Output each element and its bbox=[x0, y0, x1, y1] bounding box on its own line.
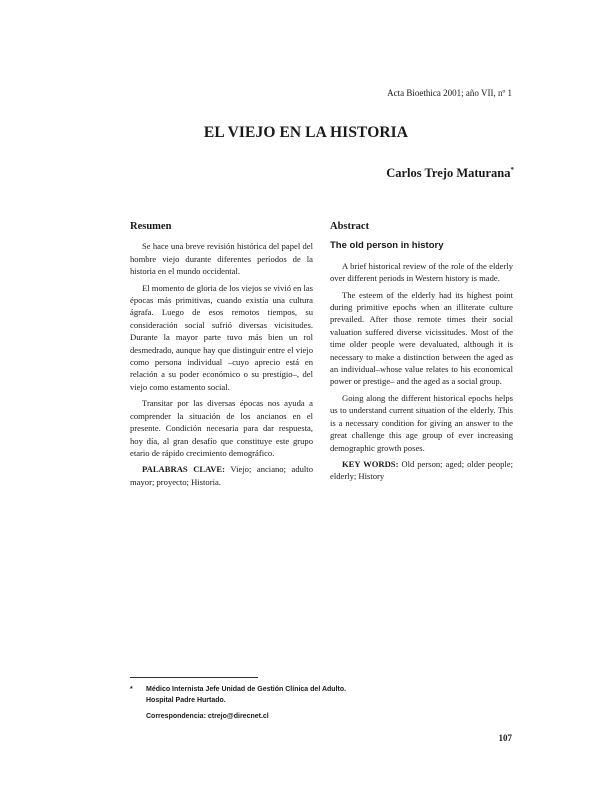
footnote-correspondence: Correspondencia: ctrejo@direcnet.cl bbox=[146, 713, 269, 720]
footnote-affiliation: Médico Internista Jefe Unidad de Gestión Clínica del Adulto. Hospital Padre Hurtado. bbox=[146, 686, 347, 704]
resumen-keywords-text: Viejo; anciano; adulto mayor; proyecto; Historia. bbox=[130, 464, 313, 487]
article-title: EL VIEJO EN LA HISTORIA bbox=[203, 124, 409, 141]
author-name-text: Carlos Trejo Maturana bbox=[386, 166, 511, 181]
footnote-mark: * bbox=[130, 686, 133, 693]
resumen-keywords bbox=[130, 463, 313, 488]
resumen-paragraph: Se hace una breve revisión histórica del papel del hombre viejo durante diferentes períodos de la historia en el mundo occidental. bbox=[130, 241, 313, 277]
abstract-paragraph: A brief historical review of the role of the elderly over different periods in Western history is made. bbox=[330, 260, 513, 284]
abstract-heading: Abstract bbox=[330, 221, 370, 232]
footnote bbox=[130, 684, 350, 722]
resumen-column bbox=[130, 221, 313, 492]
abstract-keywords bbox=[330, 458, 513, 483]
abstract-keywords-label: KEY WORDS: bbox=[342, 458, 399, 469]
abstract-subtitle: The old person in history bbox=[330, 240, 444, 252]
resumen-paragraph: Transitar por las diversas épocas nos ayuda a comprender la situación de los ancianos en el presente. Condición necesaria para dar respuesta, hoy día, al gran desafío que constituye este grupo etario de rápido crecimiento demográfico. bbox=[130, 398, 313, 458]
page-number: 107 bbox=[498, 733, 512, 743]
journal-citation: Acta Bioethica 2001; año VII, nº 1 bbox=[387, 88, 512, 98]
author-footnote-mark: * bbox=[510, 166, 514, 174]
abstract-keywords-text: Old person; aged; older people; elderly; History bbox=[330, 458, 513, 482]
footnote-divider bbox=[130, 677, 258, 678]
abstract-column bbox=[330, 221, 513, 487]
abstract-paragraph: Going along the different historical epochs helps us to understand current situation of the elderly. This is a necessary condition for giving an answer to the great challenge this age group of ever increasing demographic growth poses. bbox=[330, 392, 513, 453]
abstract-paragraph: The esteem of the elderly had its highest point during primitive epochs when an illiterate culture prevailed. After those remote times their social valuation suffered diverse vicissitudes. Most of the time older people were devaluated, although it is necessary to make a distinction between the aged as an individual–whose value relates to his economical power or prestige– and the aged as a social group. bbox=[330, 289, 513, 387]
resumen-paragraph: El momento de gloria de los viejos se vivió en las épocas más primitivas, cuando existía una cultura ágrafa. Luego de esos remotos tiempos, su consideración social sufrió diversas vicisitudes. Durante la mayor parte tuvo más bien un rol desmedrado, aunque hay que distinguir entre el viejo como persona individual –cuyo aprecio está en relación a su poder económico o su prestigio–, del viejo como estamento social. bbox=[130, 282, 313, 392]
resumen-keywords-label: PALABRAS CLAVE: bbox=[142, 464, 226, 475]
author-name bbox=[386, 166, 514, 181]
resumen-heading: Resumen bbox=[130, 221, 172, 232]
